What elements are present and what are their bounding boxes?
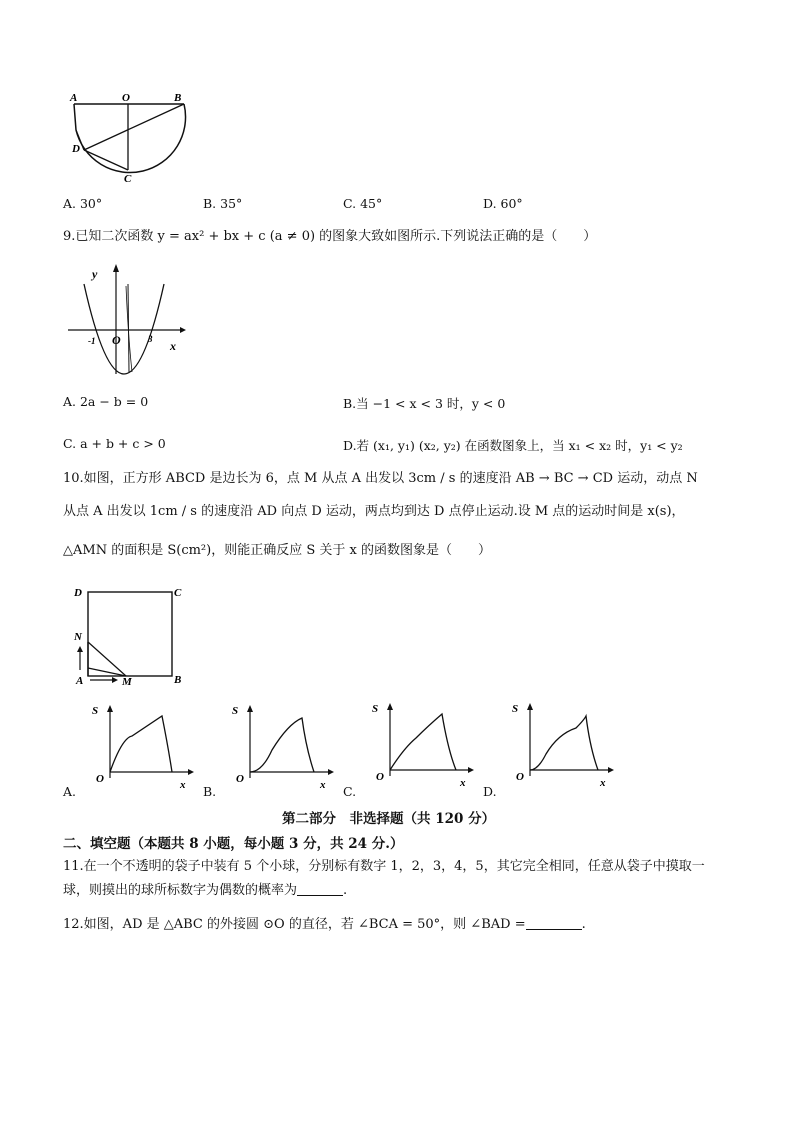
q10-stem-line3: △AMN 的面积是 S(cm²)，则能正确反应 S 关于 x 的函数图象是（ ） xyxy=(63,543,491,558)
q9-option-c[interactable]: C. a + b + c > 0 xyxy=(63,436,166,451)
q9-option-d[interactable]: D.若 (x₁, y₁) (x₂, y₂) 在函数图象上，当 x₁ < x₂ 时，y₁ < y₂ xyxy=(343,438,683,453)
q10-stem-line1: 10.如图，正方形 ABCD 是边长为 6，点 M 从点 A 出发以 3cm / s 的速度沿 AB → BC → CD 运动，动点 N xyxy=(63,471,698,486)
q10-option-d[interactable]: D. xyxy=(483,784,497,799)
q10-label-c: C xyxy=(174,587,182,599)
q8-label-b: B xyxy=(174,92,182,104)
q12-text: 12.如图，AD 是 △ABC 的外接圆 ⊙O 的直径，若 ∠BCA = 50°，则 ∠BAD = xyxy=(63,917,526,932)
q8-label-d: D xyxy=(72,143,80,155)
q10-label-a: A xyxy=(76,675,84,687)
q8-option-d[interactable]: D. 60° xyxy=(483,196,523,211)
q10-label-n: N xyxy=(74,631,82,643)
q10-graph-d-o: O xyxy=(516,771,524,783)
q10-graph-a-o: O xyxy=(96,773,104,785)
q10-graph-b-s: S xyxy=(232,705,239,717)
q9-label-y: y xyxy=(92,267,98,281)
q12-line: 12.如图，AD 是 △ABC 的外接圆 ⊙O 的直径，若 ∠BCA = 50°，则 ∠BAD = . xyxy=(63,917,586,932)
q10-graph-c-s: S xyxy=(372,703,379,715)
q9-label-m1: -1 xyxy=(88,336,96,346)
section2-title: 二、填空题（本题共 8 小题，每小题 3 分，共 24 分.） xyxy=(63,836,404,852)
q8-label-o: O xyxy=(122,92,130,104)
q9-label-3: 3 xyxy=(148,334,153,344)
q9-parabola-figure xyxy=(66,264,186,376)
q11-line2: 球，则摸出的球所标数字为偶数的概率为 . xyxy=(63,883,348,898)
q8-option-b[interactable]: B. 35° xyxy=(203,196,243,211)
q8-option-c[interactable]: C. 45° xyxy=(343,196,383,211)
q11-line2-text: 球，则摸出的球所标数字为偶数的概率为 xyxy=(63,883,298,898)
q10-graph-a-x: x xyxy=(180,779,186,791)
q10-option-a[interactable]: A. xyxy=(63,784,77,799)
q10-graph-c[interactable] xyxy=(366,700,476,790)
q12-answer-blank[interactable] xyxy=(526,917,582,930)
q10-graph-b-x: x xyxy=(320,779,326,791)
q9-option-b[interactable]: B.当 −1 < x < 3 时，y < 0 xyxy=(343,396,506,411)
q10-label-d: D xyxy=(74,587,82,599)
q11-answer-blank[interactable] xyxy=(297,883,343,896)
q10-graph-b-o: O xyxy=(236,773,244,785)
q9-label-o: O xyxy=(112,333,121,347)
q10-square-figure xyxy=(70,584,190,688)
q10-graph-a[interactable] xyxy=(86,702,196,792)
q10-graph-c-x: x xyxy=(460,777,466,789)
q9-stem: 9.已知二次函数 y = ax² + bx + c (a ≠ 0) 的图象大致如图所示.下列说法正确的是（ ） xyxy=(63,229,597,244)
q10-graph-d-s: S xyxy=(512,703,519,715)
q9-option-a[interactable]: A. 2a − b = 0 xyxy=(63,394,149,409)
q10-label-m: M xyxy=(122,676,132,688)
q10-option-c[interactable]: C. xyxy=(343,784,357,799)
q10-graph-c-o: O xyxy=(376,771,384,783)
q8-label-c: C xyxy=(124,173,132,185)
q8-option-a[interactable]: A. 30° xyxy=(63,196,103,211)
q10-graph-d-x: x xyxy=(600,777,606,789)
q10-graph-a-s: S xyxy=(92,705,99,717)
q10-graph-d[interactable] xyxy=(506,700,616,790)
q9-label-x: x xyxy=(170,339,176,353)
q8-label-a: A xyxy=(70,92,78,104)
part2-title: 第二部分 非选择题（共 120 分） xyxy=(282,811,496,827)
q10-option-b[interactable]: B. xyxy=(203,784,217,799)
q10-stem-line2: 从点 A 出发以 1cm / s 的速度沿 AD 向点 D 运动，两点均到达 D 点停止运动.设 M 点的运动时间是 x(s)， xyxy=(63,504,685,519)
q8-semicircle-figure xyxy=(66,94,196,186)
q11-line1: 11.在一个不透明的袋子中装有 5 个小球，分别标有数字 1，2，3，4，5，其它完全相同，任意从袋子中摸取一 xyxy=(63,859,705,874)
q10-label-b: B xyxy=(174,674,182,686)
q10-graph-b[interactable] xyxy=(226,702,336,792)
